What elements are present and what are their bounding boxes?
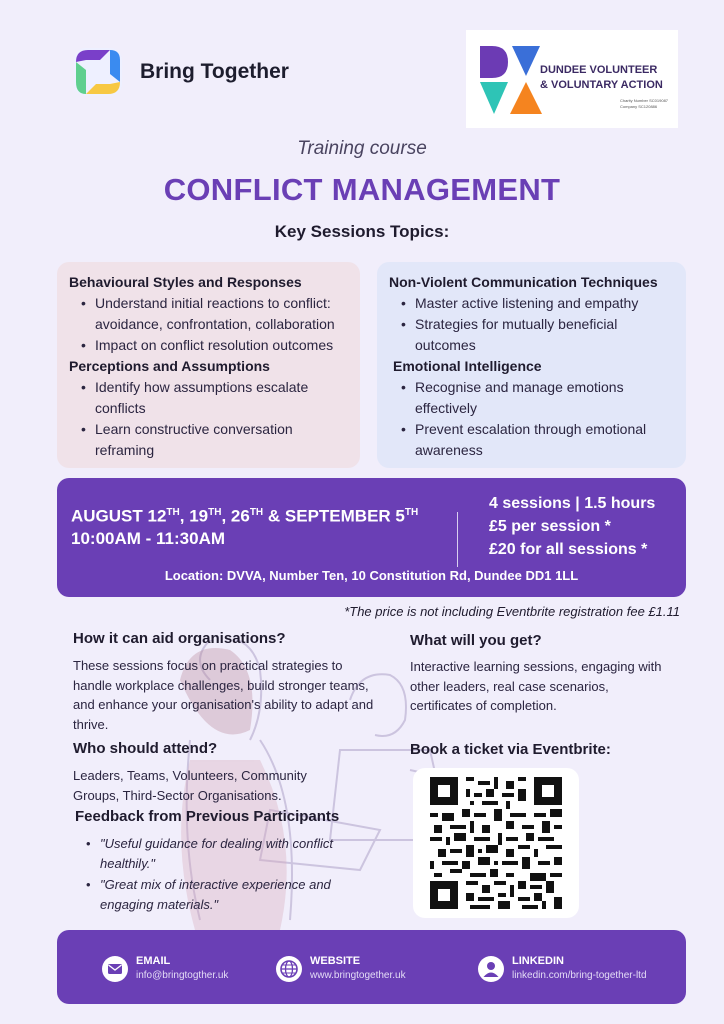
topic-item: • Impact on conflict resolution outcomes <box>79 335 348 356</box>
linkedin-value[interactable]: linkedin.com/bring-together-ltd <box>512 970 647 981</box>
topic-item: • Learn constructive conversation reframing <box>79 419 348 461</box>
banner-divider <box>457 512 458 567</box>
price-per-session: £5 per session * <box>489 518 611 535</box>
qr-code-icon[interactable] <box>430 777 562 909</box>
topic-item: • Master active listening and empathy <box>399 293 674 314</box>
brand-logo-icon <box>70 44 126 100</box>
topic-item: • Strategies for mutually beneficial outcomes <box>399 314 674 356</box>
partner-name-line2: & VOLUNTARY ACTION <box>540 79 663 91</box>
course-title: CONFLICT MANAGEMENT <box>163 172 561 207</box>
who-text: Leaders, Teams, Volunteers, Community Groups, Third-Sector Organisations. <box>73 768 307 803</box>
website-value[interactable]: www.bringtogether.uk <box>310 970 406 981</box>
topic-heading: Behavioural Styles and Responses <box>69 274 302 290</box>
topic-item: • Recognise and manage emotions effectively <box>399 377 674 419</box>
partner-charity-number: Charity Number SC019087 <box>620 98 669 103</box>
get-heading: What will you get? <box>410 632 542 649</box>
price-note: *The price is not including Eventbrite registration fee £1.11 <box>344 604 680 619</box>
email-label: EMAIL <box>136 955 171 967</box>
topics-heading: Key Sessions Topics: <box>274 222 450 241</box>
session-time: 10:00AM - 11:30AM <box>71 528 226 548</box>
linkedin-contact[interactable] <box>478 946 683 988</box>
aid-text: These sessions focus on practical strategies to handle workplace challenges, build stronger teams, and enhance your organisation's ability to adapt and thrive. <box>73 658 374 732</box>
who-heading: Who should attend? <box>73 740 218 757</box>
topic-heading: Non-Violent Communication Techniques <box>389 274 658 290</box>
feedback-item: • "Useful guidance for dealing with conflict healthily." <box>84 834 374 873</box>
sessions-count: 4 sessions | 1.5 hours <box>489 495 656 512</box>
email-value[interactable]: info@bringtogther.uk <box>136 970 229 981</box>
date-line: AUGUST 12TH, 19TH, 26TH & SEPTEMBER 5TH <box>71 506 419 526</box>
qr-card[interactable] <box>413 768 579 918</box>
topic-heading: Emotional Intelligence <box>393 358 542 374</box>
schedule-banner <box>57 478 686 597</box>
partner-logo-icon <box>478 44 544 116</box>
location: Location: DVVA, Number Ten, 10 Constitution Rd, Dundee DD1 1LL <box>164 568 579 583</box>
website-contact[interactable] <box>276 946 456 988</box>
brand-name: Bring Together <box>140 60 289 83</box>
partner-name-line1: DUNDEE VOLUNTEER <box>540 64 658 76</box>
topic-heading: Perceptions and Assumptions <box>69 358 270 374</box>
feedback-list <box>84 834 374 916</box>
website-label: WEBSITE <box>310 955 361 967</box>
session-prices <box>489 492 655 561</box>
get-text: Interactive learning sessions, engaging with other leaders, real case scenarios, certificates of completion. <box>410 659 662 713</box>
topics-box-left <box>57 262 360 468</box>
aid-heading: How it can aid organisations? <box>73 630 286 647</box>
course-subtitle: Training course <box>297 138 427 159</box>
partner-logo <box>466 30 678 128</box>
feedback-item: • "Great mix of interactive experience and engaging materials." <box>84 875 374 914</box>
email-contact[interactable] <box>102 946 272 988</box>
globe-icon <box>276 956 302 982</box>
topic-item: • Understand initial reactions to conflict: avoidance, confrontation, collaboration <box>79 293 348 335</box>
user-icon <box>478 956 504 982</box>
topic-item: • Identify how assumptions escalate conflicts <box>79 377 348 419</box>
email-icon <box>102 956 128 982</box>
linkedin-label: LINKEDIN <box>512 955 564 967</box>
partner-company-number: Company SC120886 <box>620 104 658 109</box>
contact-footer <box>57 930 686 1004</box>
feedback-heading: Feedback from Previous Participants <box>75 808 340 825</box>
session-dates <box>71 502 418 550</box>
topic-item: • Prevent escalation through emotional awareness <box>399 419 674 461</box>
topics-box-right <box>377 262 686 468</box>
price-all-sessions: £20 for all sessions * <box>489 541 648 558</box>
book-heading: Book a ticket via Eventbrite: <box>410 741 611 758</box>
